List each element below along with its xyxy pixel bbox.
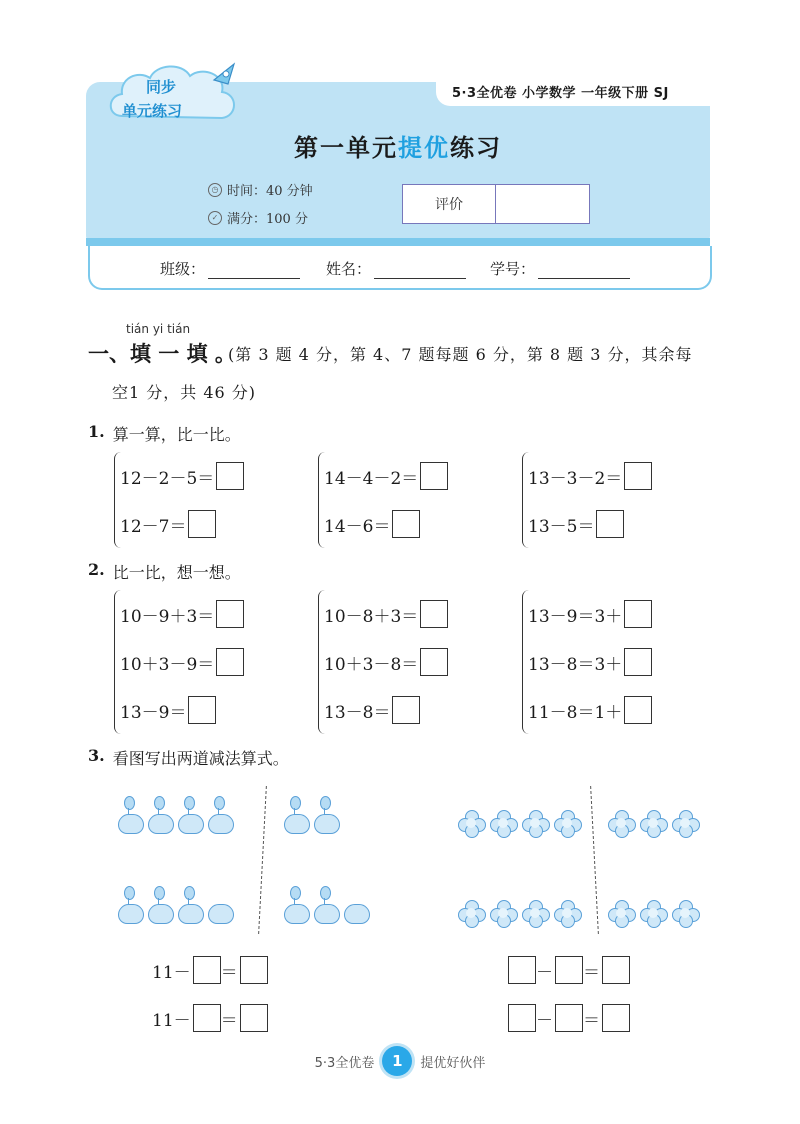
expr-text: 12－2－5＝ [120,468,215,489]
brace [114,590,121,734]
answer-box[interactable] [596,510,624,538]
brace [522,590,529,734]
title-highlight: 提优 [398,134,450,162]
chick-balloon-icon [312,886,340,924]
class-label: 班级： [160,260,206,278]
rocket-icon [214,64,234,84]
class-blank[interactable] [208,264,300,279]
number-field[interactable] [490,258,630,279]
score-text: 满分：100 分 [227,212,308,227]
answer-box[interactable] [240,1004,268,1032]
flower-icon [554,900,580,926]
answer-box[interactable] [555,956,583,984]
evaluation-input[interactable] [496,185,589,223]
q2-expr [120,686,244,734]
answer-box[interactable] [602,1004,630,1032]
expr-text: 14－6＝ [324,516,391,537]
q2-number: 2. [88,560,105,579]
section-pinyin: tián yi tián [126,322,191,336]
q1-expr [120,500,244,548]
q1-expr [528,452,652,500]
section-note-line2: 空1 分，共 46 分) [112,383,257,402]
title-part-c: 练习 [450,134,502,162]
chick-balloon-icon [312,796,340,834]
flower-icon [490,900,516,926]
chick-row-2a [116,886,234,924]
q3-text: 看图写出两道减法算式。 [112,749,289,768]
title-part-a: 第一单元 [294,134,398,162]
q2-group-2 [318,590,448,734]
q1-expr [324,452,448,500]
expr-text: 11－8＝1＋ [528,702,623,723]
chick-row-1b [282,796,340,834]
flower-icon [522,810,548,836]
brace [114,452,121,548]
answer-box[interactable] [188,696,216,724]
expr-text: 13－8＝3＋ [528,654,623,675]
brace [522,452,529,548]
q2-group-1 [114,590,244,734]
equals-sign: ＝ [220,1010,238,1031]
answer-box[interactable] [420,600,448,628]
q1-expr [528,500,652,548]
q2-title [88,560,241,583]
answer-box[interactable] [216,600,244,628]
q2-text: 比一比，想一想。 [112,563,241,582]
answer-box[interactable] [188,510,216,538]
flower-icon [458,900,484,926]
expr-text: 10＋3－8＝ [324,654,419,675]
q3-number: 3. [88,746,105,765]
flower-icon [458,810,484,836]
chick-balloon-icon [282,796,310,834]
flower-icon [640,900,666,926]
q2-expr [324,686,448,734]
answer-box[interactable] [392,696,420,724]
chick-balloon-icon [176,796,204,834]
expr-text: 13－5＝ [528,516,595,537]
chick-balloon-icon [176,886,204,924]
flower-row-2a [458,900,580,926]
chick-balloon-icon [116,886,144,924]
answer-box[interactable] [420,462,448,490]
minus-sign: － [536,1010,553,1031]
answer-box[interactable] [392,510,420,538]
badge-line2: 单元练习 [122,102,183,120]
chick-balloon-icon [146,796,174,834]
q2-expr [528,686,652,734]
flower-icon [672,810,698,836]
flower-row-2b [608,900,698,926]
answer-box[interactable] [602,956,630,984]
q2-group-3 [522,590,652,734]
q2-expr [528,638,652,686]
number-label: 学号： [490,260,536,278]
answer-box[interactable] [193,1004,221,1032]
header-strip [86,238,710,246]
equals-sign: ＝ [583,962,600,983]
eq-prefix: 11－ [152,962,191,983]
answer-box[interactable] [555,1004,583,1032]
chick-icon [342,886,370,924]
flower-icon [490,810,516,836]
unit-badge-cloud [102,56,244,134]
answer-box[interactable] [624,600,652,628]
q3-title [88,746,289,769]
expr-text: 13－9＝ [120,702,187,723]
clock-icon: ◷ [208,183,222,197]
flower-icon [640,810,666,836]
q1-group-3 [522,452,652,548]
minus-sign: － [536,962,553,983]
section-title: 一、填 一 填 。 [88,341,236,366]
q3-left-eq-1 [152,956,268,984]
flower-icon [608,900,634,926]
q1-group-2 [318,452,448,548]
chick-balloon-icon [206,796,234,834]
answer-box[interactable] [193,956,221,984]
score-row [208,208,308,227]
flower-icon [522,900,548,926]
q1-expr [120,452,244,500]
answer-box[interactable] [508,1004,536,1032]
chick-balloon-icon [282,886,310,924]
flower-row-1b [608,810,698,836]
chick-balloon-icon [146,886,174,924]
brace [318,590,325,734]
expr-text: 13－3－2＝ [528,468,623,489]
divider-dashed [258,786,267,934]
q3-left-eq-2 [152,1004,268,1032]
footer [0,1046,800,1076]
brace [318,452,325,548]
q1-group-1 [114,452,244,548]
expr-text: 10－8＋3＝ [324,606,419,627]
check-icon: ✓ [208,211,222,225]
q2-expr [324,590,448,638]
chick-row-2b [282,886,370,924]
name-blank[interactable] [374,264,466,279]
expr-text: 12－7＝ [120,516,187,537]
name-field[interactable] [326,258,466,279]
badge-line1: 同步 [146,78,177,96]
expr-text: 10－9＋3＝ [120,606,215,627]
q1-text: 算一算，比一比。 [112,425,241,444]
flower-icon [554,810,580,836]
chick-row-1a [116,796,234,834]
time-row [208,180,313,199]
equals-sign: ＝ [220,962,238,983]
chick-balloon-icon [116,796,144,834]
equals-sign: ＝ [583,1010,600,1031]
q1-number: 1. [88,422,105,441]
name-label: 姓名： [326,260,372,278]
time-text: 时间：40 分钟 [227,184,313,199]
q3-right-eq-1 [506,956,630,984]
evaluation-label: 评价 [403,185,496,223]
answer-box[interactable] [508,956,536,984]
q3-right-eq-2 [506,1004,630,1032]
answer-box[interactable] [624,696,652,724]
divider-dashed [590,786,599,934]
q2-expr [324,638,448,686]
number-blank[interactable] [538,264,630,279]
flower-icon [672,900,698,926]
q2-expr [120,638,244,686]
class-field[interactable] [160,258,300,279]
eq-prefix: 11－ [152,1010,191,1031]
answer-box[interactable] [216,462,244,490]
footer-slogan: 提优好伙伴 [420,1055,486,1071]
answer-box[interactable] [624,648,652,676]
section-note-line1: (第 3 题 4 分，第 4、7 题每题 6 分，第 8 题 3 分，其余每 [228,345,693,364]
q2-expr [528,590,652,638]
expr-text: 13－8＝ [324,702,391,723]
chick-icon [206,886,234,924]
expr-text: 10＋3－9＝ [120,654,215,675]
answer-box[interactable] [216,648,244,676]
page-number: 1 [382,1046,412,1076]
flower-icon [608,810,634,836]
footer-brand: 5·3全优卷 [314,1055,375,1071]
series-label: 5·3全优卷 小学数学 一年级下册 SJ [452,86,669,101]
q2-expr [120,590,244,638]
answer-box[interactable] [624,462,652,490]
evaluation-table [402,184,590,224]
answer-box[interactable] [420,648,448,676]
expr-text: 14－4－2＝ [324,468,419,489]
answer-box[interactable] [240,956,268,984]
q1-title [88,422,241,445]
flower-row-1a [458,810,580,836]
expr-text: 13－9＝3＋ [528,606,623,627]
q1-expr [324,500,448,548]
unit-title [86,128,710,163]
